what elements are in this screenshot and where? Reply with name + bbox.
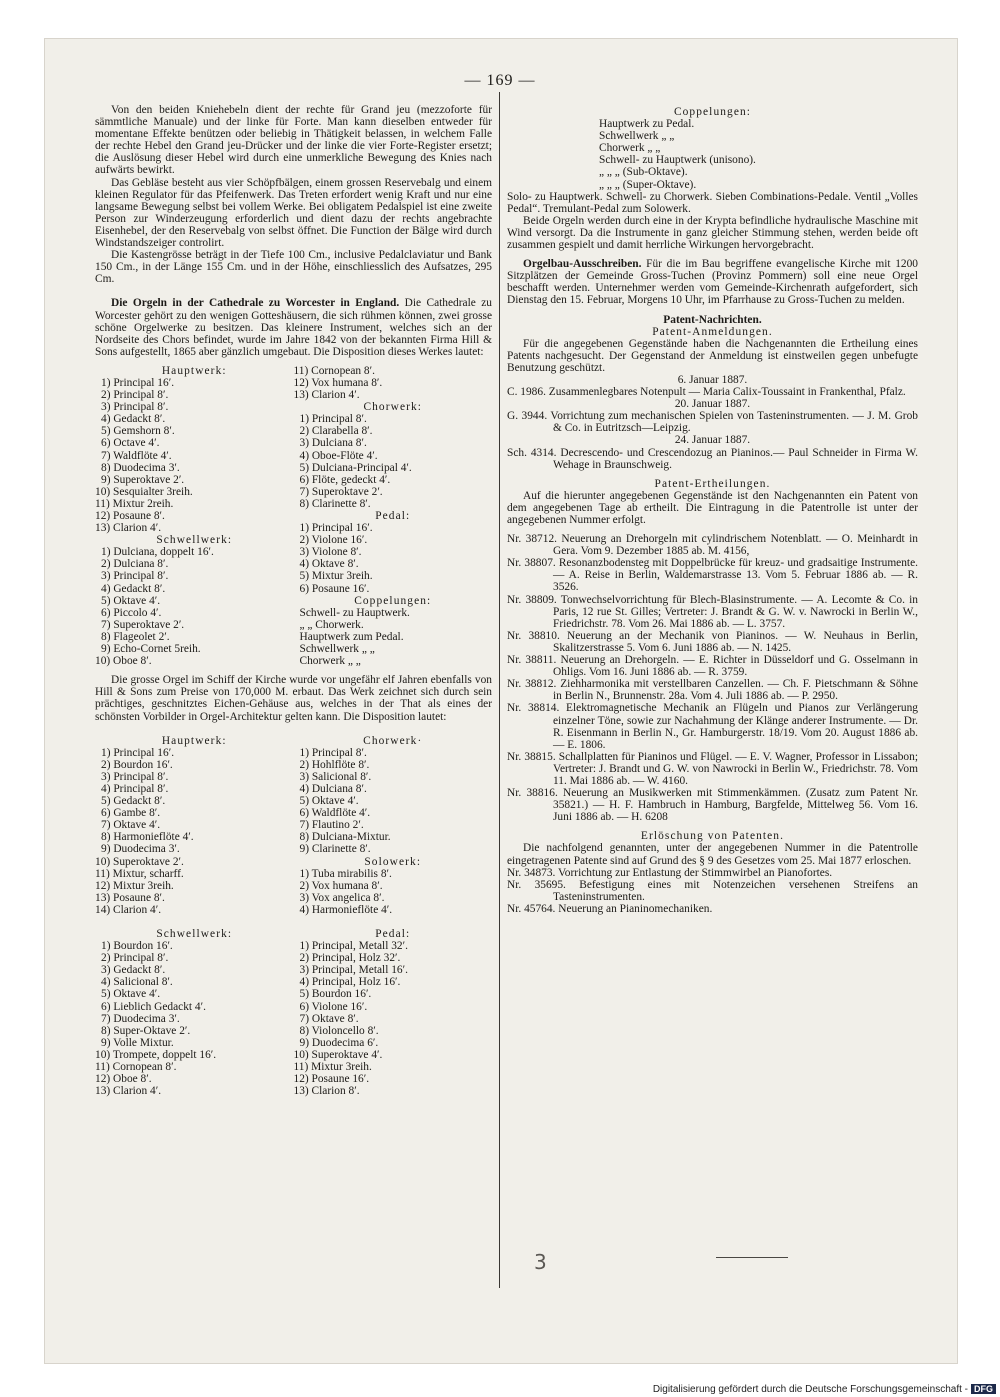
- great-organ-col-2: [294, 735, 493, 1098]
- stop-entry: 8) Violoncello 8′.: [299, 1024, 379, 1037]
- stop-entry: 12) Vox humana 8′.: [293, 376, 383, 389]
- stop-entry: 10) Sesquialter 3reih.: [95, 485, 193, 498]
- division-heading: Pedal:: [375, 510, 411, 522]
- stop-entry: 6) Lieblich Gedackt 4′.: [101, 1000, 206, 1013]
- division-heading: Pedal:: [375, 928, 411, 940]
- stop-entry: 4) Oktave 8′.: [299, 558, 359, 571]
- stop-entry: 14) Clarion 4′.: [95, 903, 162, 916]
- stop-entry: 13) Clarion 4′.: [95, 522, 162, 535]
- application-entry: C. 1986. Zusammenlegbares Notenpult — Maria Calix-Toussaint in Frankenthal, Pfalz.: [507, 386, 906, 399]
- coupling-line: Chorwerk „ „: [599, 142, 661, 155]
- stop-entry: 6) Waldflöte 4′.: [299, 807, 371, 820]
- stop-entry: 7) Superoktave 2′.: [299, 485, 383, 498]
- division-heading: Schwellwerk:: [156, 928, 233, 940]
- stop-entry: 1) Principal 16′.: [101, 376, 175, 389]
- applications-intro: Für die angegebenen Gegenstände haben die Nachgenannten die Ertheilung eines Patents nachgesucht. Der Gegenstand der Anmeldung ist einstweilen gegen unbefugte Benutzung geschützt.: [507, 337, 918, 374]
- patent-entry: Nr. 38811. Neuerung an Drehorgeln. — E. Richter in Düsseldorf und G. Osselmann in Ohligs. Vom 16. Juni 1886 ab. — R. 3759.: [507, 654, 918, 679]
- stop-entry: 7) Waldflöte 4′.: [101, 449, 172, 462]
- stop-entry: 9) Duodecima 3′.: [101, 843, 180, 856]
- stop-entry: 7) Flautino 2′.: [299, 819, 364, 832]
- stop-entry: 1) Principal 16′.: [101, 746, 175, 759]
- expired-patents-heading: Erlöschung von Patenten.: [640, 830, 785, 843]
- stop-entry: 6) Gambe 8′.: [101, 807, 161, 820]
- division-heading: Chorwerk:: [363, 401, 423, 414]
- column-divider: [499, 92, 500, 1288]
- division-heading: Coppelungen:: [354, 594, 432, 607]
- stop-entry: 13) Clarion 8′.: [293, 1085, 360, 1098]
- stop-entry: 9) Echo-Cornet 5reih.: [101, 643, 201, 656]
- patent-applications-heading: Patent-Anmeldungen.: [652, 325, 773, 338]
- stop-entry: 3) Gedackt 8′.: [101, 964, 166, 977]
- stop-entry: 2) Principal, Holz 32′.: [299, 952, 401, 965]
- stop-entry: 7) Oktave 8′.: [299, 1012, 359, 1025]
- small-organ-disposition: [95, 365, 492, 667]
- orgelbau-text: Für die im Bau begriffene evangelische Kirche mit 1200 Sitzplätzen der Gemeinde Gross-Tuchen (Provinz Pommern) soll eine neue Orgel beschafft werden. Unternehmer werden vom Gemeinde-Kirchenrath aufgefordert, sich Dienstag den 15. Februar, Morgens 10 Uhr, im Pfarrhause zu Gross-Tuchen zu melden.: [507, 258, 918, 307]
- division-heading: Hauptwerk:: [161, 364, 227, 377]
- stop-entry: 11) Mixtur, scharff.: [95, 867, 184, 880]
- stop-entry: 10) Superoktave 2′.: [95, 855, 184, 868]
- bellows-paragraph: Das Gebläse besteht aus vier Schöpfbälgen, einem grossen Reservebalg und einem kleinen Regulator für das Pfeifenwerk. Das Treten erfordert wenig Kraft und nur eine langsame Bewegung selbst bei vollem Werke. Bei obligatem Pedalspiel ist eine zweite Person zur Winderzeugung erforderlich und dient dazu der rechts angebrachte Eisenhebel, der den Reservebalg von selbst öffnet. Die Function der Bälge wird durch Windstandszeiger controlirt.: [95, 176, 492, 250]
- end-rule: [716, 1257, 788, 1258]
- stop-entry: 13) Clarion 4′.: [293, 389, 360, 402]
- stop-entry: 1) Principal 8′.: [299, 746, 367, 759]
- application-entry: G. 3944. Vorrichtung zum mechanischen Spielen von Tasteninstrumenten. — J. M. Grob & Co. in Eutritzsch—Leipzig.: [507, 410, 918, 435]
- stop-entry: 8) Super-Oktave 2′.: [101, 1024, 191, 1037]
- expired-entry: Nr. 35695. Befestigung eines mit Notenzeichen versehenen Streifens an Tasteninstrumenten.: [507, 878, 918, 903]
- stop-entry: 10) Oboe 8′.: [95, 655, 152, 668]
- stop-entry: 6) Piccolo 4′.: [101, 606, 162, 619]
- stop-entry: 5) Mixtur 3reih.: [299, 570, 373, 583]
- coppelungen-heading: Coppelungen:: [673, 106, 752, 118]
- orgelbau-section: [507, 258, 918, 306]
- stop-entry: 8) Dulciana-Mixtur.: [299, 831, 391, 844]
- granted-patents-list: [507, 533, 918, 823]
- stop-entry: 11) Mixtur 3reih.: [293, 1061, 372, 1074]
- stop-entry: 13) Clarion 4′.: [95, 1085, 162, 1098]
- stop-entry: 1) Principal 16′.: [299, 522, 373, 535]
- stop-entry: 1) Bourdon 16′.: [101, 940, 173, 953]
- stop-entry: 4) Salicional 8′.: [101, 976, 173, 989]
- coupling-line: „ „ „ (Sub-Oktave).: [599, 166, 688, 179]
- patent-entry: Nr. 38812. Ziehharmonika mit verstellbaren Canzellen. — Ch. F. Pietschmann & Söhne in Berlin N., Brunnenstr. 28a. Vom 4. Juli 1886 ab. — P. 2950.: [507, 678, 918, 703]
- page-number: — 169 —: [464, 72, 536, 89]
- solo-coupling-text: Solo- zu Hauptwerk. Schwell- zu Chorwerk. Sieben Combinations-Pedale. Ventil „Volles Pedal“. Tremulant-Pedal zum Solowerk.: [507, 190, 918, 215]
- stop-entry: 8) Harmonieflöte 4′.: [101, 831, 194, 844]
- stop-entry: 10) Superoktave 4′.: [293, 1048, 383, 1061]
- stop-entry: 9) Clarinette 8′.: [299, 843, 371, 856]
- stop-entry: 2) Clarabella 8′.: [299, 425, 373, 438]
- date-heading: 24. Januar 1887.: [674, 434, 751, 447]
- stop-entry: 7) Superoktave 2′.: [101, 618, 185, 631]
- case-size-paragraph: Die Kastengrösse beträgt in der Tiefe 100 Cm., inclusive Pedalclaviatur und Bank 150 Cm., in der Länge 155 Cm. und in der Höhe, einschliesslich des Aufsatzes, 295 Cm.: [95, 249, 492, 286]
- stop-entry: 2) Hohlflöte 8′.: [299, 758, 370, 771]
- stop-entry: 1) Tuba mirabilis 8′.: [299, 867, 392, 880]
- small-organ-col-2: [294, 365, 493, 667]
- expired-patents-list: [507, 867, 918, 915]
- date-heading: 20. Januar 1887.: [674, 398, 751, 411]
- stop-entry: 12) Posaune 8′.: [95, 510, 165, 522]
- stop-entry: 11) Cornopean 8′.: [95, 1061, 177, 1074]
- coupling-line: „ „ „ (Super-Oktave).: [599, 178, 697, 191]
- stop-entry: 4) Oboe-Flöte 4′.: [299, 449, 378, 462]
- knee-lever-paragraph: Von den beiden Kniehebeln dient der rechte für Grand jeu (mezzoforte für sämmtliche Manuale) und der linke für Forte. Man kann dieselben entweder für momentane Effekte benützen oder beliebig in Thätigkeit belassen, in welchem Falle der rechte Hebel den Grand jeu-Drücker und der linke die vier Forte-Register ersetzt; die Auslösung dieser Hebel wird durch eine unmerkliche Bewegung des Knies nach aufwärts bewirkt.: [95, 104, 492, 177]
- stop-entry: 2) Principal 8′.: [101, 389, 169, 402]
- stop-entry: 8) Clarinette 8′.: [299, 497, 371, 510]
- patent-news-title: Patent-Nachrichten.: [663, 313, 762, 326]
- small-organ-col-1: [95, 365, 294, 667]
- stop-entry: 4) Gedackt 8′.: [101, 413, 166, 426]
- stop-entry: 5) Dulciana-Principal 4′.: [299, 461, 412, 474]
- stop-entry: 8) Duodecima 3′.: [101, 461, 180, 474]
- orgelbau-heading: Orgelbau-Ausschreiben.: [523, 258, 642, 271]
- spacer: [95, 916, 294, 928]
- stop-entry: 2) Dulciana 8′.: [101, 558, 169, 571]
- stop-entry: 3) Principal 8′.: [101, 570, 169, 583]
- stop-entry: 2) Violone 16′.: [299, 534, 368, 547]
- great-organ-col-1: [95, 735, 294, 1098]
- spacer: [294, 916, 493, 928]
- coupling-line: Schwellwerk „ „: [599, 130, 675, 143]
- stop-entry: 1) Principal 8′.: [299, 413, 367, 426]
- stop-entry: 10) Trompete, doppelt 16′.: [95, 1048, 217, 1061]
- stop-entry: 4) Gedackt 8′.: [101, 582, 166, 595]
- stop-entry: 6) Octave 4′.: [101, 437, 160, 450]
- stop-entry: 5) Oktave 4′.: [299, 795, 359, 808]
- stop-entry: 2) Vox humana 8′.: [299, 879, 383, 892]
- stop-entry: 4) Principal, Holz 16′.: [299, 976, 401, 989]
- division-heading: Chorwerk·: [363, 734, 423, 747]
- stop-entry: Schwellwerk „ „: [299, 643, 375, 656]
- stop-entry: 1) Dulciana, doppelt 16′.: [101, 546, 214, 559]
- stop-entry: 12) Posaune 16′.: [293, 1073, 370, 1086]
- patent-entry: Nr. 38815. Schallplatten für Pianinos und Flügel. — E. V. Wagner, Professor in Lissabon; Vertreter: J. Brandt und G. W. von Nawrocki in Berlin W., Friedrichstr. 78. Vom 11. Mai 1886 ab. — W. 4160.: [507, 750, 918, 787]
- stop-entry: 6) Flöte, gedeckt 4′.: [299, 473, 391, 486]
- dfg-logo: DFG: [971, 1384, 996, 1394]
- stop-entry: 2) Bourdon 16′.: [101, 758, 173, 771]
- stop-entry: 3) Salicional 8′.: [299, 770, 372, 783]
- stop-entry: 3) Principal 8′.: [101, 770, 169, 783]
- stop-entry: 6) Posaune 16′.: [299, 582, 370, 595]
- stop-entry: 5) Oktave 4′.: [101, 988, 161, 1001]
- stop-entry: „ „ Chorwerk.: [299, 618, 364, 631]
- stop-entry: 4) Harmonieflöte 4′.: [299, 903, 393, 916]
- great-organ-disposition: [95, 735, 492, 1098]
- stop-entry: 9) Superoktave 2′.: [101, 473, 185, 486]
- grants-intro: Auf die hierunter angegebenen Gegenstände ist den Nachgenannten ein Patent von dem angegebenen Tage ab ertheilt. Die Eintragung in die Patentrolle ist unter der angegebenen Nummer erfolgt.: [507, 489, 918, 526]
- stop-entry: 13) Posaune 8′.: [95, 891, 165, 904]
- stop-entry: 5) Gemshorn 8′.: [101, 425, 175, 438]
- coupling-line: Hauptwerk zu Pedal.: [599, 118, 695, 131]
- patent-entry: Nr. 38809. Tonwechselvorrichtung für Blech-Blasinstrumente. — A. Lecomte & Co. in Paris, 12 rue St. Gilles; Vertreter: J. Brandt & G. W. v. Nawrocki in Berlin W., Friedrichstr. 78. Vom 26. Mai 1886 ab. — L. 3757.: [507, 593, 918, 630]
- right-column: [507, 106, 918, 915]
- coppelungen-list: [507, 118, 918, 191]
- stop-entry: Schwell- zu Hauptwerk.: [299, 606, 410, 619]
- left-column: [95, 104, 492, 1097]
- stop-entry: 5) Oktave 4′.: [101, 594, 161, 607]
- application-entry: Sch. 4314. Decrescendo- und Crescendozug an Pianinos.— Paul Schneider in Firma W. Wehage in Braunschweig.: [507, 446, 918, 471]
- patent-entry: Nr. 38816. Neuerung an Musikwerken mit Stimmenkämmen. (Zusatz zum Patent Nr. 35821.) — H. F. Hambruch in Hamburg, Bargfelde, Mittelweg 56. Vom 16. Juni 1886 ab. — H. 6208: [507, 787, 918, 824]
- stop-entry: 4) Dulciana 8′.: [299, 782, 367, 795]
- stop-entry: 12) Mixtur 3reih.: [95, 879, 174, 892]
- stop-entry: 6) Violone 16′.: [299, 1000, 368, 1013]
- stop-entry: 7) Oktave 4′.: [101, 819, 161, 832]
- worcester-section: [95, 297, 492, 357]
- division-heading: Hauptwerk:: [161, 734, 227, 747]
- patent-entry: Nr. 38814. Elektromagnetische Mechanik an Flügeln und Pianos zur Verlängerung einzelner Töne, sowie zur Nachahmung der Klänge anderer Instrumente. — Dr. R. Eisenmann in Berlin N., Gr. Hamburgerstr. 18/19. Vom 20. August 1886 ab.— E. 1806.: [507, 702, 918, 751]
- stop-entry: 3) Principal, Metall 16′.: [299, 964, 408, 977]
- footer: [0, 1384, 996, 1395]
- worcester-intro: Die Cathedrale zu Worcester gehört zu den wenigen Gotteshäusern, die sich rühmen können, zwei grosse schöne Orgelwerke zu besitzen. Das kleinere Instrument, welches sich an der Nordseite des Chors befindet, wurde im Jahre 1842 von der bekannten Firma Hill & Sons aufgestellt, 1865 aber gänzlich umgebaut. Die Disposition dieses Werkes lautet:: [95, 297, 492, 358]
- patent-grants-heading: Patent-Ertheilungen.: [654, 477, 771, 490]
- stop-entry: 3) Vox angelica 8′.: [299, 891, 385, 904]
- worcester-heading: Die Orgeln in der Cathedrale zu Worcester in England.: [111, 297, 400, 310]
- hydraulic-paragraph: Beide Orgeln werden durch eine in der Krypta befindliche hydraulische Maschine mit Wind versorgt. Da die Instrumente in ganz gleicher Stimmung stehen, werden beide oft zusammen gespielt und damit herrliche Wirkungen hervorgebracht.: [507, 214, 918, 252]
- stop-entry: Chorwerk „ „: [299, 655, 361, 668]
- stop-entry: 11) Mixtur 2reih.: [95, 497, 174, 510]
- stop-entry: 3) Principal 8′.: [101, 401, 169, 414]
- expired-entry: Nr. 34873. Vorrichtung zur Entlastung der Stimmwirbel an Pianofortes.: [507, 866, 833, 879]
- patent-entry: Nr. 38712. Neuerung an Drehorgeln mit cylindrischem Notenblatt. — O. Meinhardt in Gera. Vom 9. Dezember 1885 ab. M. 4156,: [507, 533, 918, 558]
- stop-entry: 3) Dulciana 8′.: [299, 437, 367, 450]
- stop-entry: 9) Volle Mixtur.: [101, 1036, 174, 1049]
- patent-entry: Nr. 38807. Resonanzbodensteg mit Doppelbrücke für kreuz- und gradsaitige Instrumente. — A. Reise in Berlin, Waldemarstrasse 13. Vom 5. Februar 1886 ab. — R. 3526.: [507, 557, 918, 594]
- stop-entry: 9) Duodecima 6′.: [299, 1036, 379, 1049]
- stop-entry: 2) Principal 8′.: [101, 952, 169, 965]
- division-heading: Schwellwerk:: [156, 534, 233, 547]
- coupling-line: Schwell- zu Hauptwerk (unisono).: [599, 154, 756, 167]
- stop-entry: 1) Principal, Metall 32′.: [299, 940, 408, 953]
- stop-entry: 4) Principal 8′.: [101, 782, 169, 795]
- stop-entry: Hauptwerk zum Pedal.: [299, 630, 404, 643]
- expired-entry: Nr. 45764. Neuerung an Pianinomechaniken.: [507, 902, 713, 915]
- date-heading: 6. Januar 1887.: [677, 373, 748, 386]
- handwritten-mark: 3: [534, 1250, 547, 1274]
- stop-entry: 7) Duodecima 3′.: [101, 1012, 180, 1025]
- division-heading: Solowerk:: [364, 855, 422, 868]
- great-organ-intro: Die grosse Orgel im Schiff der Kirche wurde vor ungefähr elf Jahren ebenfalls von Hill & Sons zum Preise von 170,000 M. erbaut. Das Werk zeichnet sich durch sein prächtiges, geschnitztes Eichen-Gehäuse aus, welches in der That als eines der schönsten Vorbilder in Orgel-Architektur gelten kann. Die Disposition lautet:: [95, 674, 492, 723]
- patent-entry: Nr. 38810. Neuerung an der Mechanik von Pianinos. — W. Neuhaus in Berlin, Skalitzerstrasse 5. Vom 6. Juni 1886 ab. — N. 1425.: [507, 629, 918, 654]
- stop-entry: 5) Bourdon 16′.: [299, 988, 372, 1001]
- stop-entry: 8) Flageolet 2′.: [101, 630, 170, 643]
- stop-entry: 12) Oboe 8′.: [95, 1073, 152, 1086]
- stop-entry: 3) Violone 8′.: [299, 546, 362, 559]
- stop-entry: 5) Gedackt 8′.: [101, 795, 166, 808]
- footer-credit: Digitalisierung gefördert durch die Deutsche Forschungsgemeinschaft -: [652, 1384, 968, 1395]
- stop-entry: 11) Cornopean 8′.: [293, 364, 375, 377]
- expired-intro: Die nachfolgend genannten, unter der angegebenen Nummer in die Patentrolle eingetragenen Patente sind auf Grund des § 9 des Gesetzes vom 25. Mai 1877 erloschen.: [507, 842, 918, 867]
